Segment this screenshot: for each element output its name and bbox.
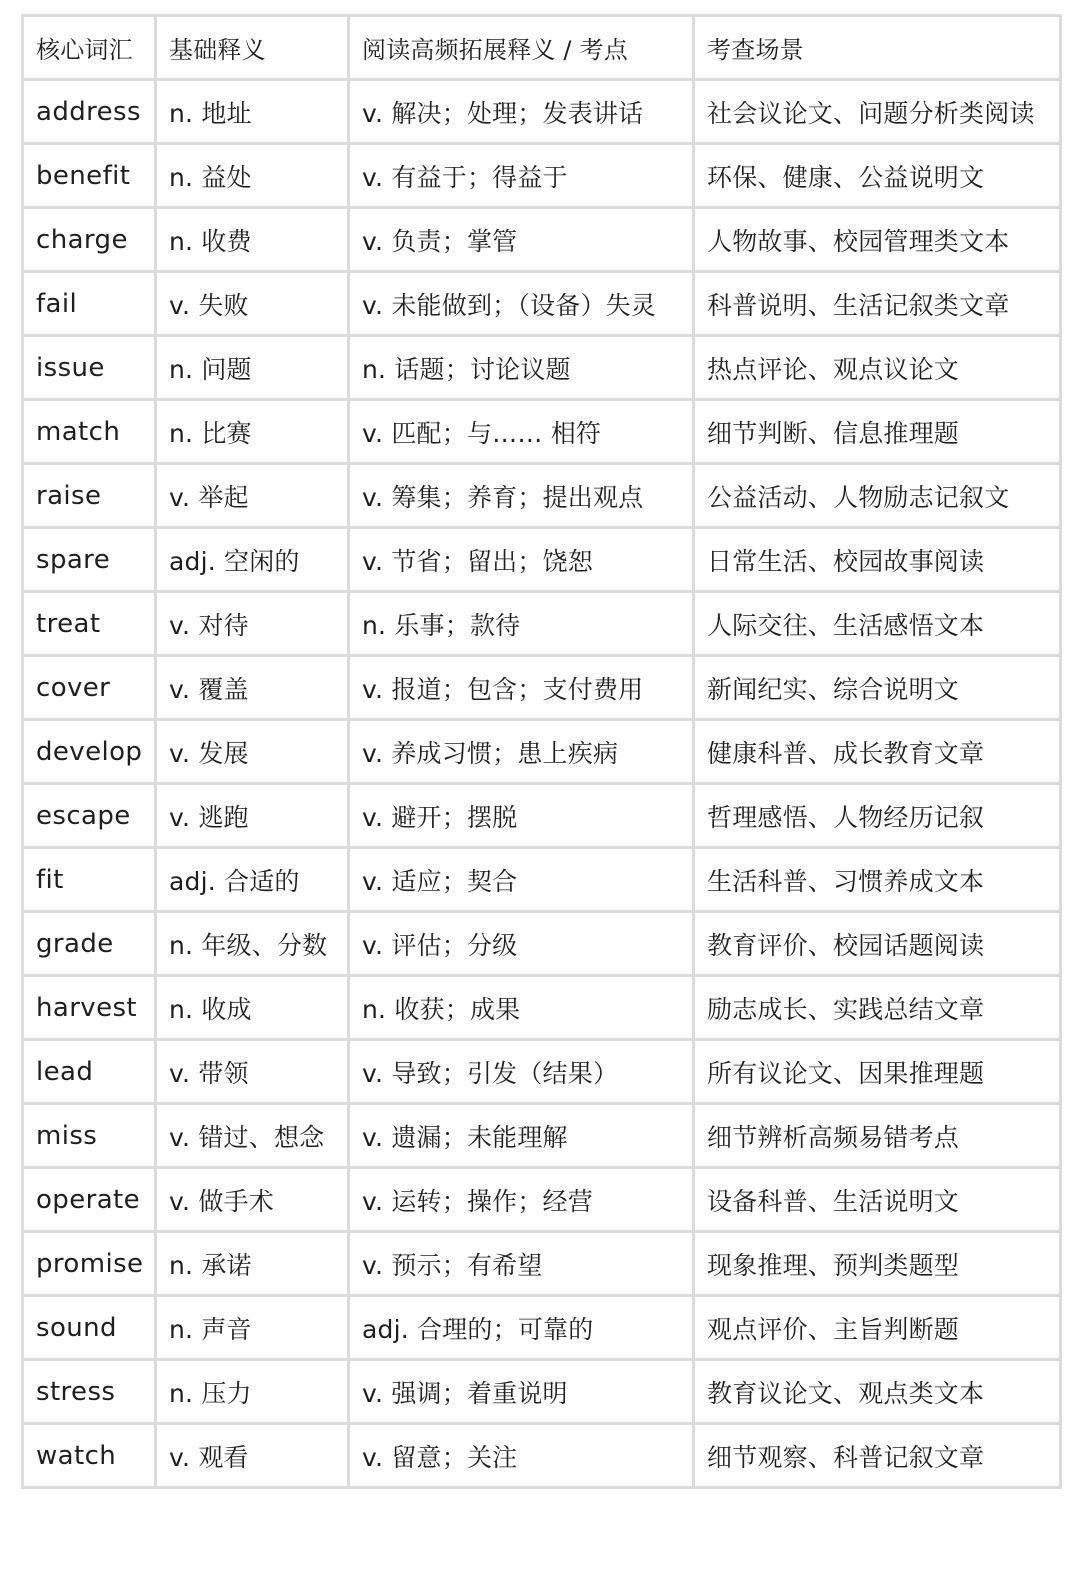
table-row [23, 592, 1061, 656]
header-core-word: 核心词汇 [23, 16, 156, 80]
cell-core-word: escape [23, 784, 156, 848]
header-scene: 考查场景 [694, 16, 1061, 80]
cell-extended-meaning: v. 节省；留出；饶恕 [349, 528, 694, 592]
table-row [23, 528, 1061, 592]
header-extended-meaning: 阅读高频拓展释义 / 考点 [349, 16, 694, 80]
cell-scene: 细节判断、信息推理题 [694, 400, 1061, 464]
cell-basic-meaning: v. 观看 [156, 1424, 349, 1488]
cell-scene: 公益活动、人物励志记叙文 [694, 464, 1061, 528]
cell-basic-meaning: n. 地址 [156, 80, 349, 144]
cell-core-word: lead [23, 1040, 156, 1104]
cell-scene: 设备科普、生活说明文 [694, 1168, 1061, 1232]
cell-basic-meaning: v. 做手术 [156, 1168, 349, 1232]
cell-extended-meaning: v. 留意；关注 [349, 1424, 694, 1488]
cell-extended-meaning: v. 遗漏；未能理解 [349, 1104, 694, 1168]
cell-scene: 所有议论文、因果推理题 [694, 1040, 1061, 1104]
cell-core-word: stress [23, 1360, 156, 1424]
cell-scene: 生活科普、习惯养成文本 [694, 848, 1061, 912]
cell-basic-meaning: v. 发展 [156, 720, 349, 784]
cell-core-word: grade [23, 912, 156, 976]
cell-basic-meaning: v. 覆盖 [156, 656, 349, 720]
table-row [23, 208, 1061, 272]
cell-core-word: raise [23, 464, 156, 528]
cell-scene: 日常生活、校园故事阅读 [694, 528, 1061, 592]
table-row [23, 656, 1061, 720]
cell-scene: 细节辨析高频易错考点 [694, 1104, 1061, 1168]
cell-basic-meaning: n. 收成 [156, 976, 349, 1040]
cell-core-word: fit [23, 848, 156, 912]
cell-scene: 励志成长、实践总结文章 [694, 976, 1061, 1040]
table-row [23, 1232, 1061, 1296]
cell-basic-meaning: v. 对待 [156, 592, 349, 656]
table-row [23, 464, 1061, 528]
cell-scene: 人物故事、校园管理类文本 [694, 208, 1061, 272]
table-row [23, 1360, 1061, 1424]
table-row [23, 1104, 1061, 1168]
cell-extended-meaning: v. 报道；包含；支付费用 [349, 656, 694, 720]
cell-scene: 教育评价、校园话题阅读 [694, 912, 1061, 976]
cell-extended-meaning: n. 乐事；款待 [349, 592, 694, 656]
header-row [23, 16, 1061, 80]
cell-basic-meaning: adj. 合适的 [156, 848, 349, 912]
cell-basic-meaning: n. 年级、分数 [156, 912, 349, 976]
table-row [23, 144, 1061, 208]
cell-core-word: match [23, 400, 156, 464]
cell-extended-meaning: v. 避开；摆脱 [349, 784, 694, 848]
table-row [23, 80, 1061, 144]
cell-extended-meaning: v. 导致；引发（结果） [349, 1040, 694, 1104]
cell-core-word: fail [23, 272, 156, 336]
table-row [23, 272, 1061, 336]
cell-scene: 哲理感悟、人物经历记叙 [694, 784, 1061, 848]
cell-extended-meaning: v. 评估；分级 [349, 912, 694, 976]
header-basic-meaning: 基础释义 [156, 16, 349, 80]
table-row [23, 1168, 1061, 1232]
cell-extended-meaning: v. 筹集；养育；提出观点 [349, 464, 694, 528]
cell-extended-meaning: v. 预示；有希望 [349, 1232, 694, 1296]
cell-basic-meaning: n. 承诺 [156, 1232, 349, 1296]
cell-basic-meaning: v. 逃跑 [156, 784, 349, 848]
cell-scene: 新闻纪实、综合说明文 [694, 656, 1061, 720]
cell-extended-meaning: v. 养成习惯；患上疾病 [349, 720, 694, 784]
table-row [23, 1424, 1061, 1488]
cell-basic-meaning: adj. 空闲的 [156, 528, 349, 592]
cell-extended-meaning: v. 运转；操作；经营 [349, 1168, 694, 1232]
cell-extended-meaning: v. 匹配；与…… 相符 [349, 400, 694, 464]
cell-core-word: harvest [23, 976, 156, 1040]
cell-extended-meaning: adj. 合理的；可靠的 [349, 1296, 694, 1360]
cell-scene: 健康科普、成长教育文章 [694, 720, 1061, 784]
table-row [23, 1040, 1061, 1104]
table-row [23, 1296, 1061, 1360]
cell-scene: 科普说明、生活记叙类文章 [694, 272, 1061, 336]
cell-core-word: develop [23, 720, 156, 784]
table-row [23, 784, 1061, 848]
table-header [23, 16, 1061, 80]
cell-scene: 教育议论文、观点类文本 [694, 1360, 1061, 1424]
cell-core-word: miss [23, 1104, 156, 1168]
table-body [23, 80, 1061, 1488]
cell-core-word: charge [23, 208, 156, 272]
cell-extended-meaning: v. 未能做到；（设备）失灵 [349, 272, 694, 336]
cell-basic-meaning: v. 带领 [156, 1040, 349, 1104]
cell-basic-meaning: n. 益处 [156, 144, 349, 208]
cell-extended-meaning: n. 收获；成果 [349, 976, 694, 1040]
cell-core-word: sound [23, 1296, 156, 1360]
cell-basic-meaning: v. 举起 [156, 464, 349, 528]
cell-basic-meaning: v. 失败 [156, 272, 349, 336]
cell-extended-meaning: v. 有益于；得益于 [349, 144, 694, 208]
cell-scene: 细节观察、科普记叙文章 [694, 1424, 1061, 1488]
cell-core-word: spare [23, 528, 156, 592]
cell-core-word: address [23, 80, 156, 144]
cell-scene: 环保、健康、公益说明文 [694, 144, 1061, 208]
table-row [23, 912, 1061, 976]
cell-extended-meaning: v. 负责；掌管 [349, 208, 694, 272]
cell-basic-meaning: n. 比赛 [156, 400, 349, 464]
cell-basic-meaning: n. 压力 [156, 1360, 349, 1424]
cell-extended-meaning: v. 适应；契合 [349, 848, 694, 912]
cell-scene: 现象推理、预判类题型 [694, 1232, 1061, 1296]
cell-basic-meaning: n. 收费 [156, 208, 349, 272]
table-row [23, 336, 1061, 400]
cell-extended-meaning: v. 解决；处理；发表讲话 [349, 80, 694, 144]
table-row [23, 720, 1061, 784]
cell-core-word: watch [23, 1424, 156, 1488]
table-row [23, 400, 1061, 464]
cell-core-word: benefit [23, 144, 156, 208]
cell-basic-meaning: n. 声音 [156, 1296, 349, 1360]
cell-core-word: promise [23, 1232, 156, 1296]
cell-basic-meaning: v. 错过、想念 [156, 1104, 349, 1168]
cell-core-word: treat [23, 592, 156, 656]
table-row [23, 976, 1061, 1040]
cell-core-word: cover [23, 656, 156, 720]
cell-scene: 观点评价、主旨判断题 [694, 1296, 1061, 1360]
cell-core-word: operate [23, 1168, 156, 1232]
cell-scene: 人际交往、生活感悟文本 [694, 592, 1061, 656]
vocabulary-table [21, 14, 1062, 1489]
cell-extended-meaning: n. 话题；讨论议题 [349, 336, 694, 400]
cell-basic-meaning: n. 问题 [156, 336, 349, 400]
cell-core-word: issue [23, 336, 156, 400]
table-row [23, 848, 1061, 912]
vocabulary-table-container [21, 14, 1059, 1489]
cell-extended-meaning: v. 强调；着重说明 [349, 1360, 694, 1424]
cell-scene: 热点评论、观点议论文 [694, 336, 1061, 400]
cell-scene: 社会议论文、问题分析类阅读 [694, 80, 1061, 144]
